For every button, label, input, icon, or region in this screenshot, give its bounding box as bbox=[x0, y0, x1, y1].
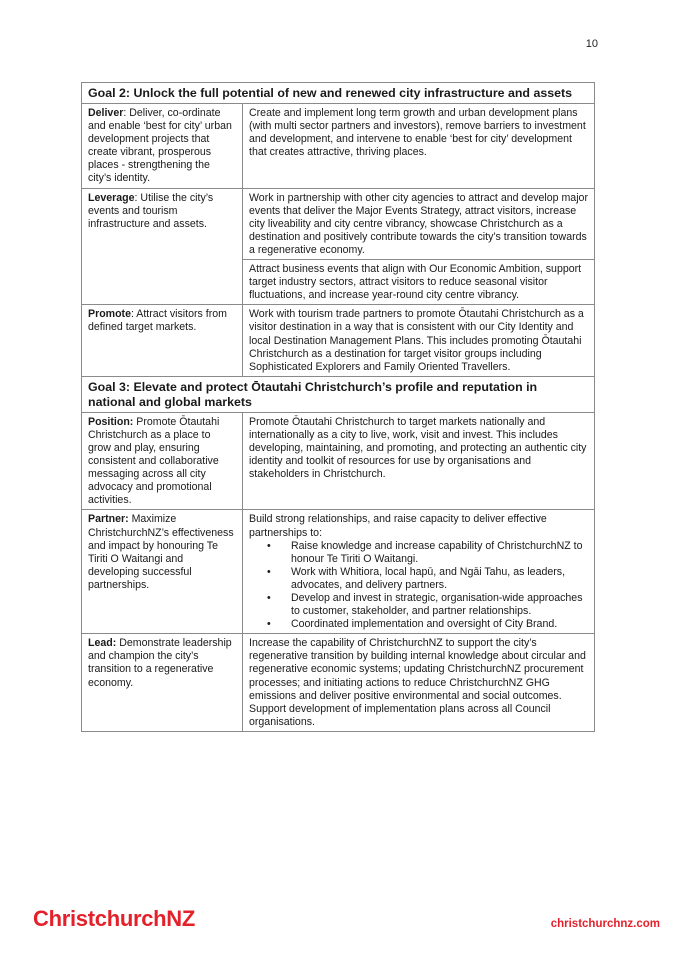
list-item: • Develop and invest in strategic, organisation-wide approaches to customer, stakeholder, and partner relationships. bbox=[267, 592, 583, 618]
list-item: • Work with Whitiora, local hapū, and Ngāi Tahu, as leaders, advocates, and delivery partners. bbox=[267, 565, 566, 591]
bullet-icon: • bbox=[267, 565, 271, 578]
website-link[interactable]: christchurchnz.com bbox=[550, 918, 660, 930]
list-item: • Coordinated implementation and oversight of City Brand. bbox=[267, 618, 558, 631]
table-row-partner bbox=[82, 510, 595, 634]
goal-2-header-row bbox=[82, 83, 595, 104]
action-intro: Build strong relationships, and raise capacity to deliver effective partnerships to: bbox=[249, 513, 547, 539]
goal-2-heading: Goal 2: Unlock the full potential of new and renewed city infrastructure and assets bbox=[82, 83, 595, 104]
bullet-list bbox=[249, 540, 588, 632]
objective-description: Utilise the city’s events and tourism infrastructure and assets. bbox=[88, 191, 214, 230]
objective-label: Partner: bbox=[88, 513, 129, 526]
action-cell: Create and implement long term growth and urban development plans (with multi sector partners and investors), remove barriers to investment and development, and intervene to enable ‘best for city’ development that creates attractive, thriving places. bbox=[243, 104, 595, 189]
action-cell: Work in partnership with other city agencies to attract and develop major events that deliver the Major Events Strategy, attract visitors, increase city liveability and city centre vibrancy, showcase Christchurch as a destination and positively contribute towards the city’s transition towards a regenerative economy. bbox=[243, 188, 595, 259]
brand-logo: ChristchurchNZ bbox=[33, 906, 196, 931]
goal-3-heading: Goal 3: Elevate and protect Ōtautahi Christchurch’s profile and reputation in national and global markets bbox=[82, 376, 595, 412]
table-row-position bbox=[82, 412, 595, 510]
objective-cell bbox=[82, 412, 243, 510]
objective-description: Promote Ōtautahi Christchurch as a place to grow and play, ensuring consistent and collaborative messaging across all city advocacy and promotional activities. bbox=[88, 415, 220, 507]
action-cell: Promote Ōtautahi Christchurch to target markets nationally and internationally as a city to live, work, visit and invest. This includes developing, maintaining, and promoting, and protecting an authentic city identity and toolkit of resources for use by organisations and stakeholders in Christchurch. bbox=[243, 412, 595, 510]
page-number: 10 bbox=[585, 38, 598, 50]
objective-cell bbox=[82, 634, 243, 732]
objective-label: Deliver bbox=[88, 107, 124, 119]
bullet-icon: • bbox=[267, 618, 271, 631]
objective-description: Deliver, co-ordinate and enable ‘best for city’ urban development projects that create vibrant, prosperous places - strengthening the city’s identity. bbox=[88, 107, 232, 185]
table-row-promote bbox=[82, 305, 595, 376]
objective-description: Demonstrate leadership and champion the city’s transition to a regenerative economy. bbox=[88, 637, 232, 689]
goals-table bbox=[81, 82, 595, 732]
action-cell: Attract business events that align with Our Economic Ambition, support target industry sectors, attract visitors to reduce seasonal visitor fluctuations, and increase year-round city centre vibrancy. bbox=[243, 260, 595, 305]
table-row-deliver bbox=[82, 104, 595, 189]
bullet-icon: • bbox=[267, 592, 271, 604]
objective-cell: Deliver: Deliver, co-ordinate and enable ‘best for city’ urban development projects that create vibrant, prosperous places - strengthening the city’s identity. bbox=[82, 104, 243, 189]
objective-description: Maximize ChristchurchNZ’s effectiveness and impact by honouring Te Tiriti O Waitangi and developing successful partnerships. bbox=[88, 513, 234, 591]
action-cell bbox=[243, 510, 595, 634]
action-cell: Work with tourism trade partners to promote Ōtautahi Christchurch as a visitor destination in a way that is consistent with our City Identity and local Destination Management Plans. This includes promoting Ōtautahi Christchurch as a destination for target visitor groups including Sophisticated Explorers and Family Oriented Travellers. bbox=[243, 305, 595, 376]
objective-label: Leverage bbox=[88, 191, 135, 204]
list-item: • Raise knowledge and increase capability of ChristchurchNZ to honour Te Tiriti O Waitangi. bbox=[267, 539, 583, 565]
objective-cell: Promote: Attract visitors from defined target markets. bbox=[82, 305, 243, 376]
goal-3-header-row bbox=[82, 376, 595, 412]
action-cell: Increase the capability of ChristchurchNZ to support the city’s regenerative transition by building internal knowledge about circular and regenerative economic systems; updating ChristchurchNZ procurement processes; and initiating actions to reduce ChristchurchNZ GHG emissions and deliver positive environmental and social outcomes. Support development of implementation plans across all Council organisations. bbox=[243, 634, 595, 732]
objective-description: Attract visitors from defined target markets. bbox=[88, 308, 227, 334]
objective-label: Position: bbox=[88, 415, 134, 428]
objective-label: Promote bbox=[88, 308, 131, 321]
table-row-lead bbox=[82, 634, 595, 732]
objective-cell bbox=[82, 510, 243, 634]
objective-cell: Leverage: Utilise the city’s events and tourism infrastructure and assets. bbox=[82, 188, 243, 305]
objective-label: Lead: bbox=[88, 637, 117, 650]
table-row-leverage bbox=[82, 188, 595, 259]
bullet-icon: • bbox=[267, 539, 271, 552]
